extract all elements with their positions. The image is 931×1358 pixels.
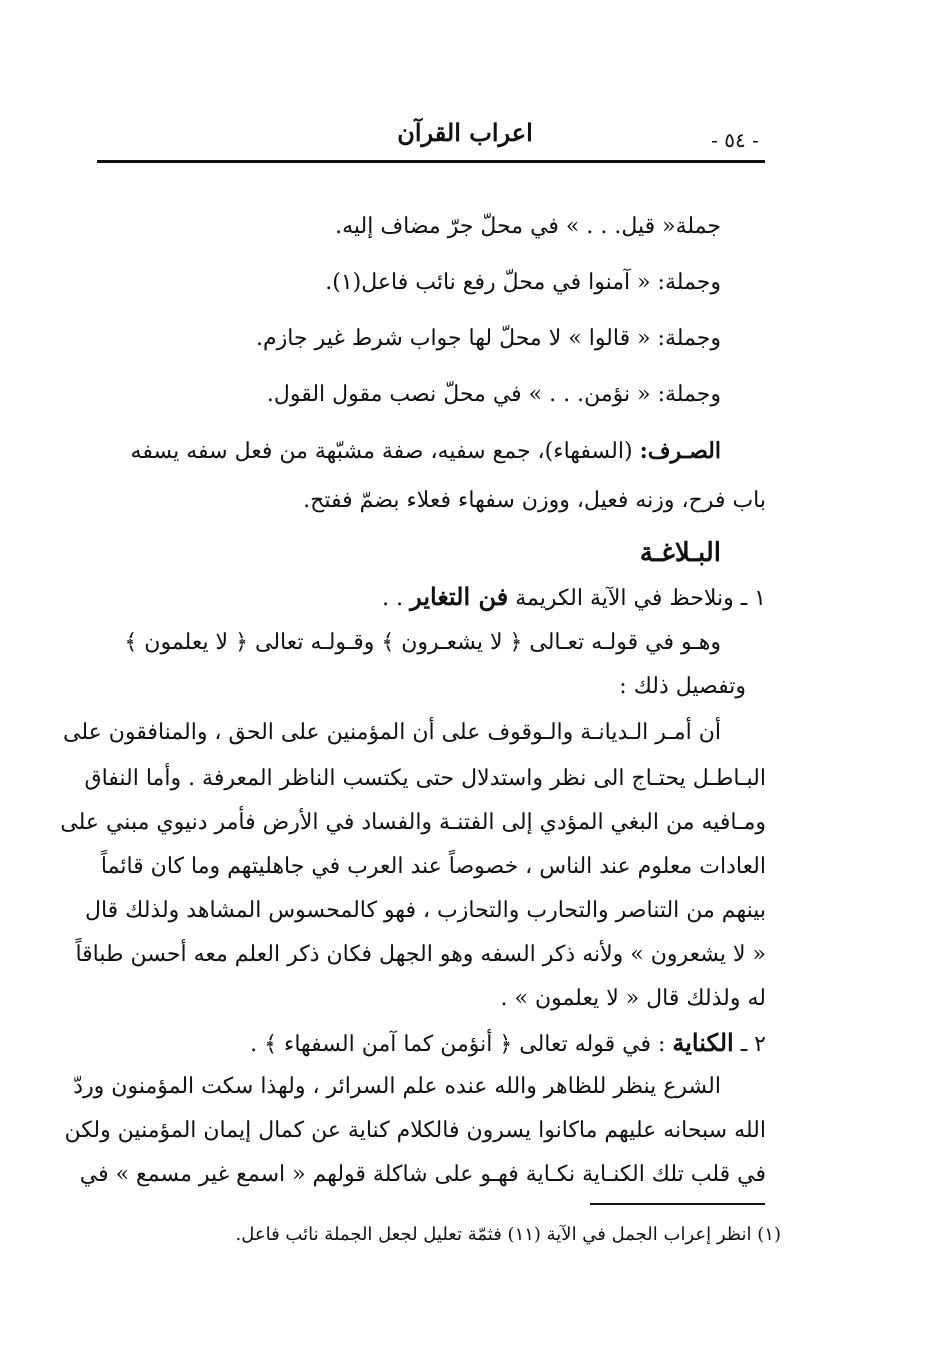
item-1-prefix: ١ ـ ونلاحظ في الآية الكريمة (515, 586, 766, 611)
header-divider (97, 160, 765, 163)
grammar-line-1: جملة« قيل. . . » في محلّ جرّ مضاف إليه. (335, 214, 721, 239)
page-header-title: اعراب القرآن (397, 118, 533, 147)
sarf-label: الصـرف: (639, 438, 721, 464)
item-2-prefix: ٢ ـ (740, 1032, 766, 1057)
item-2-term: الكناية (672, 1028, 734, 1057)
item-1-paragraph-line-4: العادات معلوم عند الناس ، خصوصاً عند العرب في جاهليتهم وما كان قائماً (100, 854, 766, 879)
item-1-paragraph-line-1: أن أمـر الـديانـة والـوقوف على أن المؤمنين على الحق ، والمنافقون على (63, 720, 721, 745)
item-1-suffix: . . (382, 586, 404, 611)
footnote: (١) انظر إعراب الجمل في الآية (١١) فثمّة تعليل لجعل الجملة نائب فاعل. (235, 1224, 781, 1245)
section-heading-balagha: البـلاغـة (639, 538, 721, 568)
grammar-line-3: وجملة: « قالوا » لا محلّ لها جواب شرط غير جازم. (256, 326, 721, 351)
grammar-line-4: وجملة: « نؤمن. . . » في محلّ نصب مقول القول. (266, 382, 721, 407)
grammar-line-2: وجملة: « آمنوا في محلّ رفع نائب فاعل(١). (325, 270, 721, 295)
item-1-paragraph-line-7: له ولذلك قال « لا يعلمون » . (500, 986, 766, 1011)
sarf-line-1 (131, 436, 721, 467)
item-1-line-2: وهـو في قولـه تعـالى ﴿ لا يشعـرون ﴾ وقـولـه تعالى ﴿ لا يعلمون ﴾ (124, 630, 721, 655)
footnote-divider (590, 1203, 765, 1205)
page-number: - ٥٤ - (711, 128, 759, 152)
item-1-paragraph-line-5: بينهم من التناصر والتحارب والتحازب ، فهو كالمحسوس المشاهد ولذلك قال (84, 898, 766, 923)
item-2-suffix: : في قوله تعالى ﴿ أنؤمن كما آمن السفهاء ﴾ . (250, 1032, 666, 1057)
item-1-line-3: وتفصيل ذلك : (619, 674, 746, 699)
item-1-term: فن التغاير (410, 582, 509, 611)
item-1-paragraph-line-6: « لا يشعرون » ولأنه ذكر السفه وهو الجهل فكان ذكر العلم معه أحسن طباقاً (75, 942, 766, 967)
sarf-text-1: (السفهاء)، جمع سفيه، صفة مشبّهة من فعل سفه يسفه (130, 439, 633, 464)
item-2-paragraph-line-1: الشرع ينظر للظاهر والله عنده علم السرائر ، ولهذا سكت المؤمنون وردّ (73, 1074, 721, 1099)
item-1-paragraph-line-3: ومـافيه من البغي المؤدي إلى الفتنـة والفساد في الأرض فأمر دنيوي مبني على (60, 810, 766, 835)
balagha-item-2-title (250, 1028, 766, 1060)
item-2-paragraph-line-2: الله سبحانه عليهم ماكانوا يسرون فالكلام كناية عن كمال إيمان المؤمنين ولكن (64, 1118, 766, 1143)
balagha-item-1-title (382, 582, 766, 614)
item-2-paragraph-line-3: في قلب تلك الكنـاية نكـاية فهـو على شاكلة قولهم « اسمع غير مسمع » في (79, 1162, 766, 1187)
sarf-line-2: باب فرح، وزنه فعيل، ووزن سفهاء فعلاء بضمّ ففتح. (303, 488, 766, 513)
item-1-paragraph-line-2: البـاطـل يحتـاج الى نظر واستدلال حتى يكتسب الناظر المعرفة . وأما النفاق (84, 766, 766, 791)
